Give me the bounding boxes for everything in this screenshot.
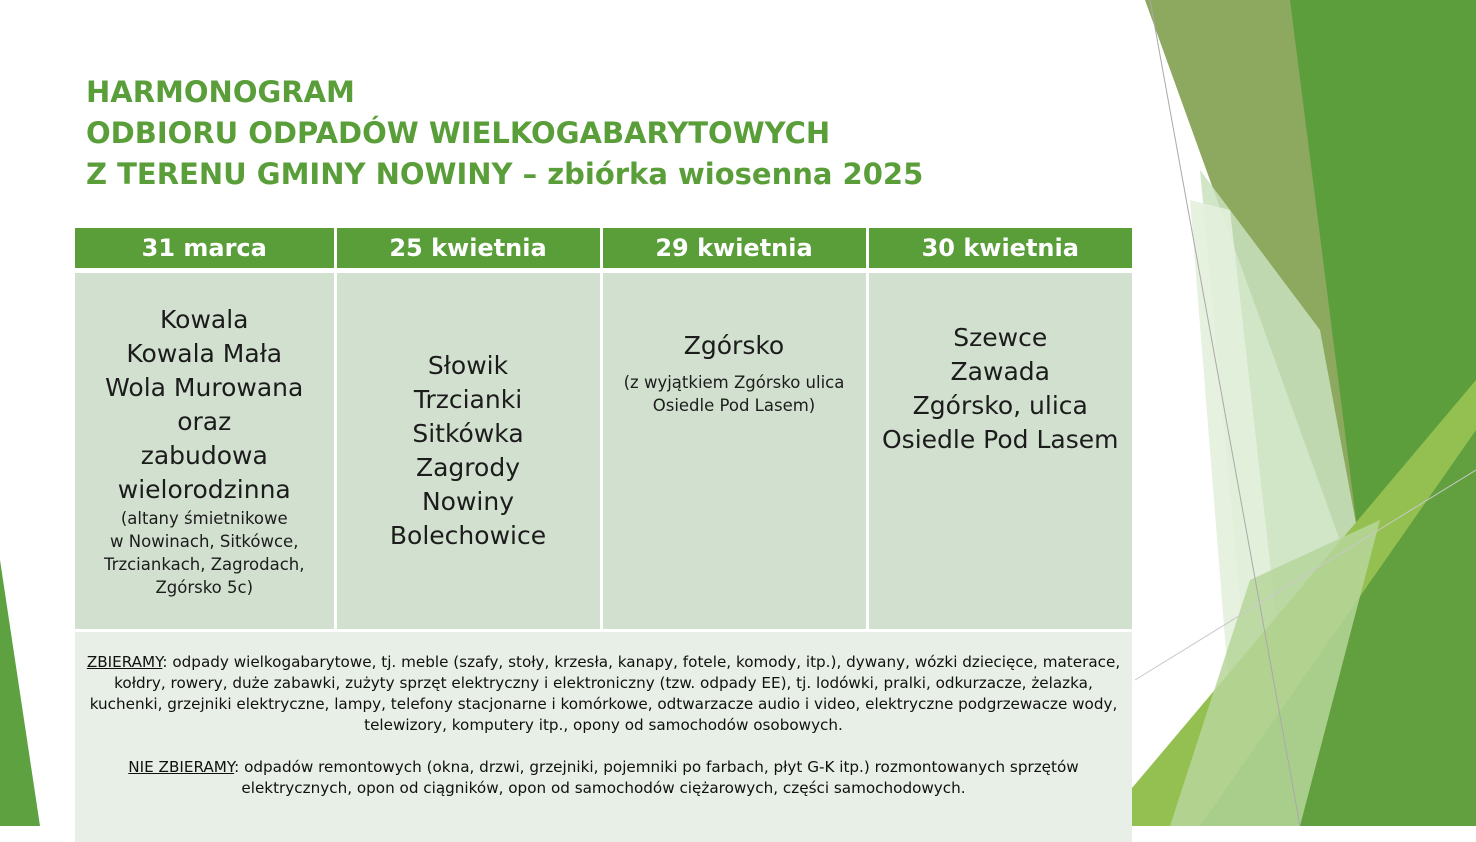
date-header-cell: 29 kwietnia [601,228,867,271]
localities-cell [601,271,867,631]
date-header-cell: 25 kwietnia [335,228,601,271]
note-line: (z wyjątkiem Zgórsko ulica [607,371,862,394]
not-collect-label: NIE ZBIERAMY [128,758,234,776]
place-name: wielorodzinna [79,473,330,507]
place-note [79,507,330,599]
date-header-row [75,228,1132,271]
place-name: Kowala [79,303,330,337]
not-collect-text: : odpadów remontowych (okna, drzwi, grzejniki, pojemniki po farbach, płyt G-K itp.) rozmontowanych sprzętów elektrycznych, opon od ciągników, opon od samochodów ciężarowych, części samochodowych. [234,758,1079,797]
place-name: Wola Murowana [79,371,330,405]
localities-cell [335,271,601,631]
note-line: Osiedle Pod Lasem) [607,394,862,417]
collect-paragraph [83,652,1124,736]
place-name: oraz [79,405,330,439]
place-name: Bolechowice [341,519,596,553]
page-title [86,72,923,195]
bg-shape-left-edge [0,560,40,826]
place-name: Zawada [873,355,1129,389]
place-name: Zgórsko [607,329,862,363]
place-name: Szewce [873,321,1129,355]
info-row [75,631,1132,842]
places-list [873,321,1129,457]
localities-cell [867,271,1132,631]
title-line-3: Z TERENU GMINY NOWINY – zbiórka wiosenna 2025 [86,154,923,195]
places-list [79,303,330,507]
place-name: Sitkówka [341,417,596,451]
place-name: zabudowa [79,439,330,473]
localities-cell [75,271,335,631]
title-line-2: ODBIORU ODPADÓW WIELKOGABARYTOWYCH [86,113,923,154]
note-line: (altany śmietnikowe [79,507,330,530]
place-name: Trzcianki [341,383,596,417]
place-name: Kowala Mała [79,337,330,371]
place-name: Słowik [341,349,596,383]
note-line: w Nowinach, Sitkówce, [79,530,330,553]
note-line: Trzciankach, Zagrodach, [79,553,330,576]
date-header-cell: 31 marca [75,228,335,271]
localities-row [75,271,1132,631]
place-note [607,371,862,417]
date-header-cell: 30 kwietnia [867,228,1132,271]
place-name: Zgórsko, ulica [873,389,1129,423]
note-line: Zgórsko 5c) [79,576,330,599]
schedule-table [75,228,1132,842]
place-name: Zagrody [341,451,596,485]
title-line-1: HARMONOGRAM [86,72,923,113]
not-collect-paragraph [83,757,1124,799]
info-cell [75,631,1132,842]
collect-text: : odpady wielkogabarytowe, tj. meble (szafy, stoły, krzesła, kanapy, fotele, komody, itp.), dywany, wózki dziecięce, materace, kołdry, rowery, duże zabawki, zużyty sprzęt elektryczny i elektroniczny (tzw. odpady EE), tj. lodówki, pralki, odkurzacze, żelazka, kuchenki, grzejniki elektryczne, lampy, telefony stacjonarne i komórkowe, odtwarzacze audio i video, elektryczne podgrzewacze wody, telewizory, komputery itp., opony od samochodów osobowych. [90,653,1120,734]
place-name: Nowiny [341,485,596,519]
collect-label: ZBIERAMY [87,653,163,671]
places-list [341,349,596,553]
places-list [607,329,862,363]
place-name: Osiedle Pod Lasem [873,423,1129,457]
